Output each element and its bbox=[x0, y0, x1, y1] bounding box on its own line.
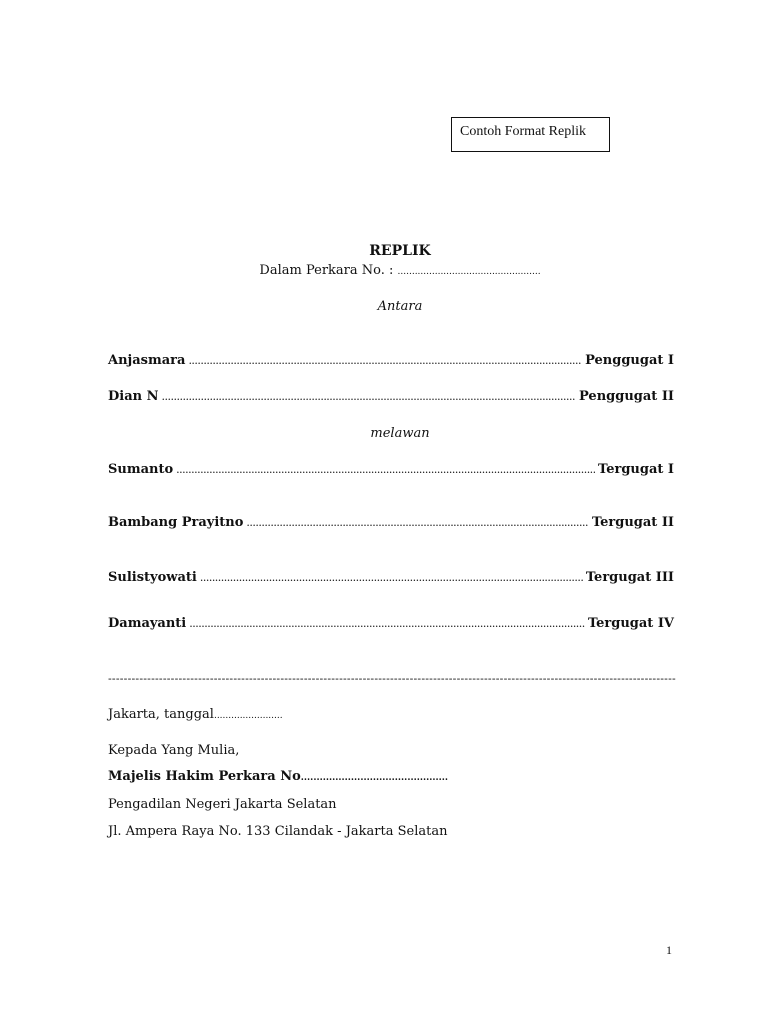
dot-leader bbox=[162, 390, 577, 403]
party-role: Penggugat I bbox=[585, 353, 674, 368]
format-label-box bbox=[451, 117, 610, 152]
dot-leader bbox=[176, 463, 595, 476]
party-row bbox=[108, 515, 674, 530]
party-row bbox=[108, 616, 674, 631]
party-name: Sulistyowati bbox=[108, 570, 197, 585]
party-role: Tergugat III bbox=[585, 570, 674, 585]
party-name: Bambang Prayitno bbox=[108, 515, 244, 530]
place-date-blank: ........................ bbox=[213, 711, 283, 721]
salutation: Kepada Yang Mulia, bbox=[108, 743, 240, 758]
between-label: Antara bbox=[377, 299, 423, 314]
versus-label: melawan bbox=[370, 426, 430, 441]
case-number-blank: .................................................. bbox=[397, 267, 541, 277]
dot-leader bbox=[189, 617, 585, 630]
party-name: Damayanti bbox=[108, 616, 187, 631]
dashed-divider bbox=[108, 672, 676, 685]
party-row bbox=[108, 389, 674, 404]
party-name: Anjasmara bbox=[108, 353, 186, 368]
case-number-label: Dalam Perkara No. : bbox=[259, 263, 394, 278]
addressee-line bbox=[108, 769, 448, 784]
party-name: Dian N bbox=[108, 389, 159, 404]
party-row bbox=[108, 462, 674, 477]
document-title: REPLIK bbox=[369, 243, 431, 259]
addressee-label: Majelis Hakim Perkara No bbox=[108, 769, 301, 784]
addressee-blank: ............................................... bbox=[300, 773, 449, 783]
dot-leader bbox=[188, 354, 582, 367]
place-date-label: Jakarta, tanggal bbox=[108, 707, 214, 722]
dot-leader bbox=[246, 516, 589, 529]
format-label: Contoh Format Replik bbox=[460, 124, 586, 139]
party-role: Penggugat II bbox=[579, 389, 674, 404]
dot-leader bbox=[200, 571, 583, 584]
party-row bbox=[108, 570, 674, 585]
party-name: Sumanto bbox=[108, 462, 174, 477]
place-date-line bbox=[108, 707, 283, 722]
party-role: Tergugat I bbox=[598, 462, 674, 477]
party-row bbox=[108, 353, 674, 368]
party-role: Tergugat IV bbox=[587, 616, 674, 631]
party-role: Tergugat II bbox=[591, 515, 674, 530]
court-name: Pengadilan Negeri Jakarta Selatan bbox=[108, 797, 337, 812]
court-address: Jl. Ampera Raya No. 133 Cilandak - Jakarta Selatan bbox=[108, 824, 448, 839]
page-number: 1 bbox=[666, 943, 672, 957]
case-number-line bbox=[16, 263, 768, 278]
